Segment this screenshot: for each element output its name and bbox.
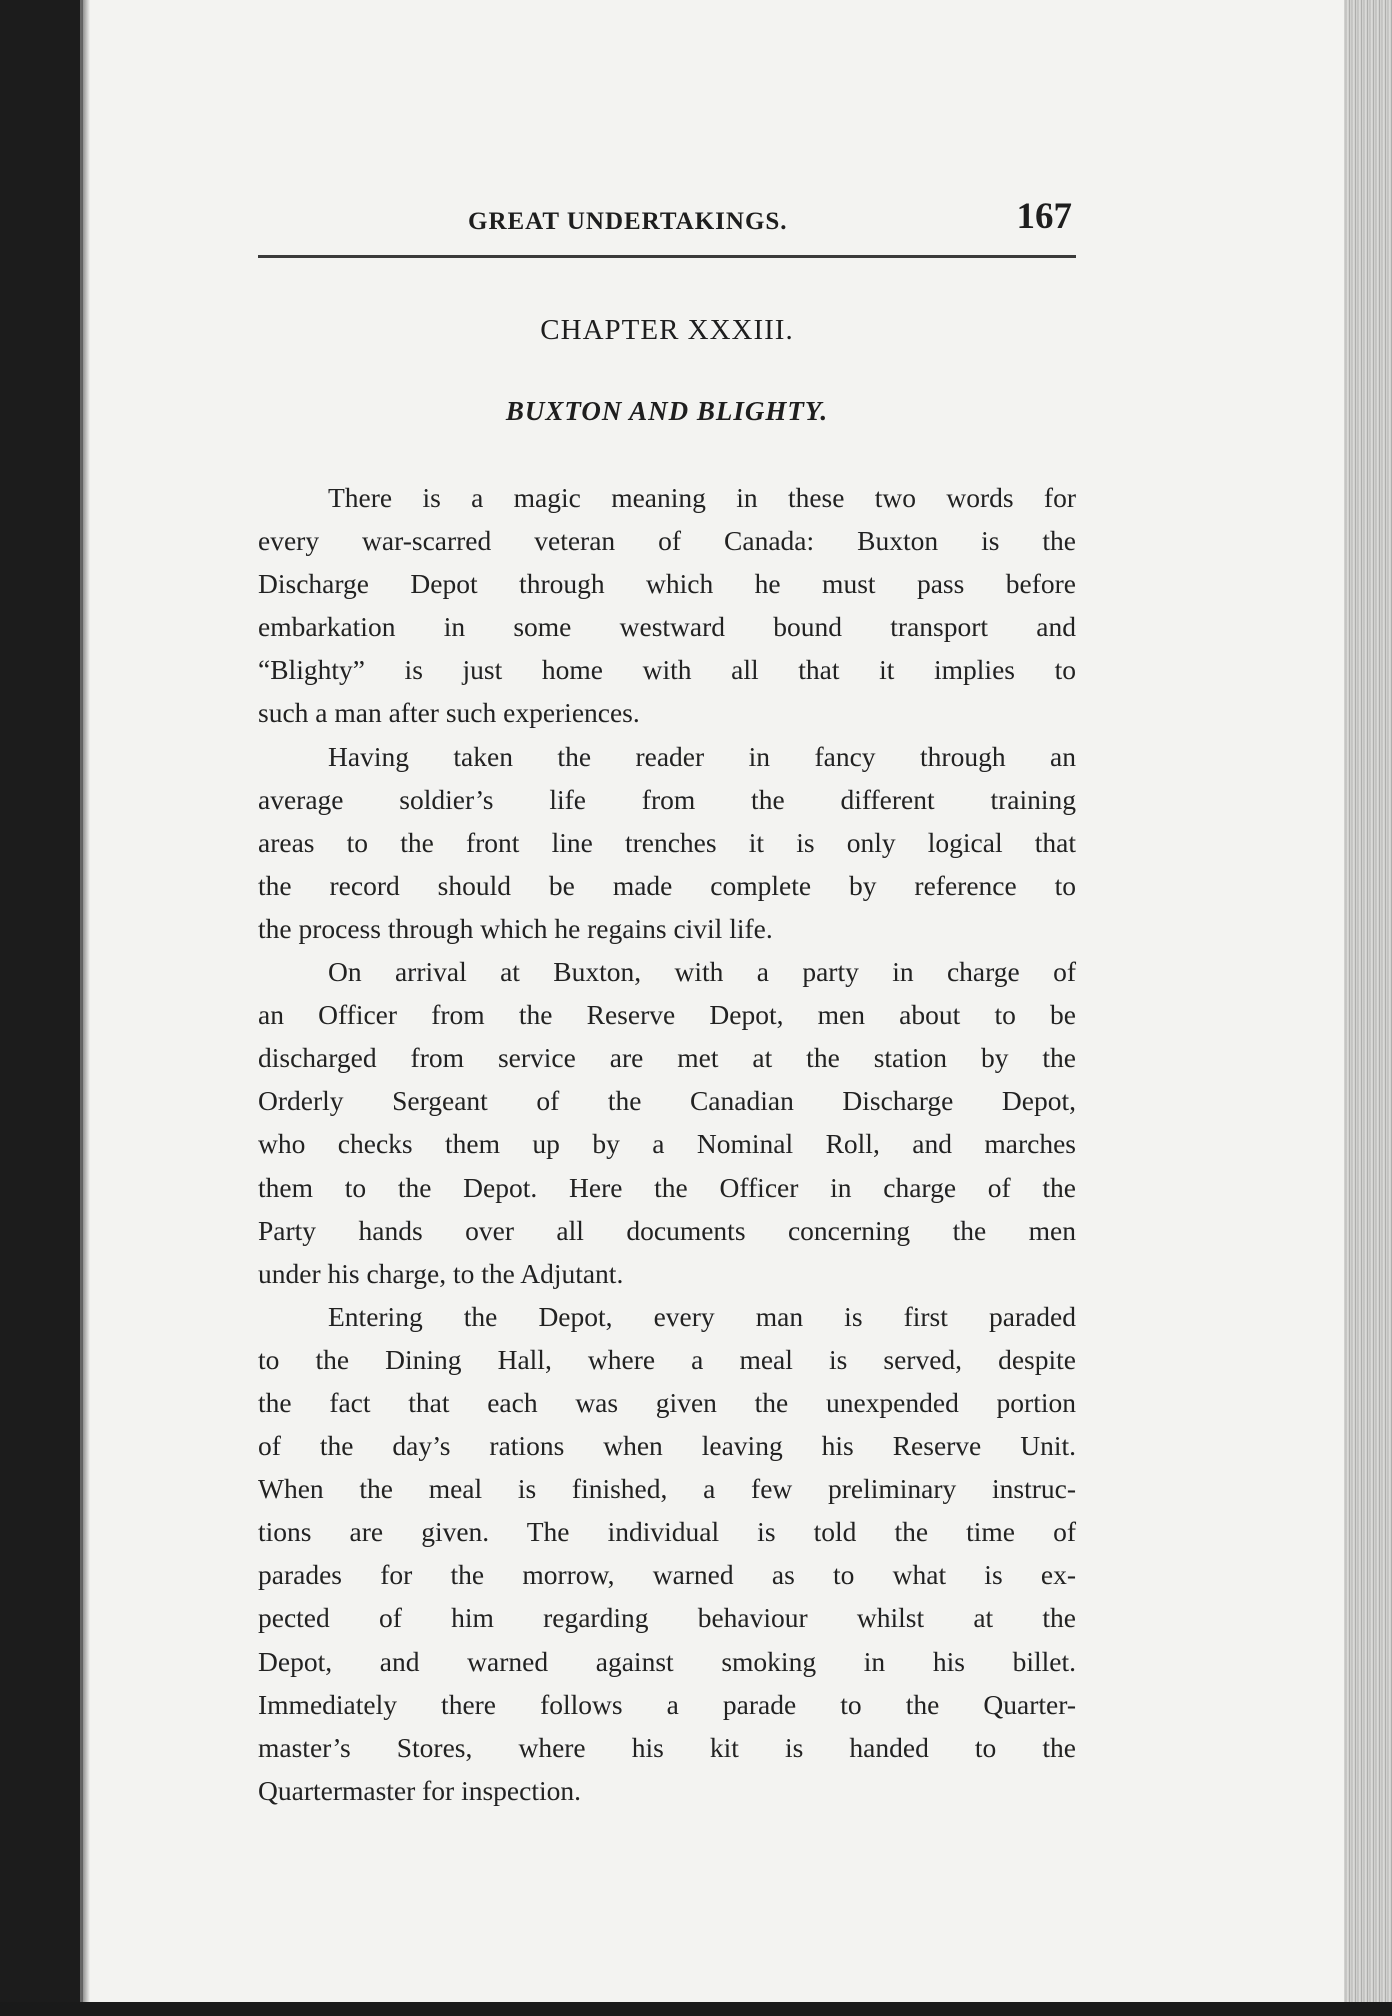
text-line: them to the Depot. Here the Officer in charge of the: [258, 1171, 1076, 1203]
text-line: average soldier’s life from the different training: [258, 783, 1076, 815]
text-line: On arrival at Buxton, with a party in charge of: [328, 956, 1076, 988]
body-text: [258, 476, 1076, 1812]
text-line: every war-scarred veteran of Canada: Buxton is the: [258, 525, 1076, 557]
text-line: Party hands over all documents concerning the men: [258, 1214, 1076, 1246]
text-line: Discharge Depot through which he must pass before: [258, 568, 1076, 600]
text-line: of the day’s rations when leaving his Reserve Unit.: [258, 1430, 1076, 1462]
text-line: embarkation in some westward bound transport and: [258, 611, 1076, 643]
text-line: Having taken the reader in fancy through an: [328, 740, 1076, 772]
text-line: an Officer from the Reserve Depot, men about to be: [258, 999, 1076, 1031]
text-line: master’s Stores, where his kit is handed to the: [258, 1731, 1076, 1763]
text-line: areas to the front line trenches it is only logical that: [258, 826, 1076, 858]
text-line: the record should be made complete by reference to: [258, 869, 1076, 901]
gutter-shadow: [80, 0, 90, 2002]
text-line: discharged from service are met at the station by the: [258, 1042, 1076, 1074]
text-line: pected of him regarding behaviour whilst at the: [258, 1602, 1076, 1634]
text-line: Entering the Depot, every man is first paraded: [328, 1300, 1076, 1332]
header-rule: [258, 255, 1076, 258]
text-line: the fact that each was given the unexpended portion: [258, 1386, 1076, 1418]
page-stack-edge: [1344, 0, 1392, 2016]
page-number: 167: [1016, 196, 1072, 237]
running-header: [258, 192, 1074, 242]
text-line: to the Dining Hall, where a meal is served, despite: [258, 1343, 1076, 1375]
text-line: such a man after such experiences.: [258, 697, 640, 729]
text-line: who checks them up by a Nominal Roll, and marches: [258, 1128, 1076, 1160]
text-line: Immediately there follows a parade to the Quarter-: [258, 1688, 1076, 1720]
text-line: Depot, and warned against smoking in his billet.: [258, 1645, 1076, 1677]
text-line: the process through which he regains civil life.: [258, 912, 773, 944]
text-line: There is a magic meaning in these two words for: [328, 482, 1076, 513]
text-line: tions are given. The individual is told the time of: [258, 1516, 1076, 1548]
chapter-title: BUXTON AND BLIGHTY.: [505, 396, 829, 426]
scan-bottom-border: [0, 2002, 1392, 2016]
text-line: parades for the morrow, warned as to what is ex-: [258, 1559, 1076, 1591]
running-title: GREAT UNDERTAKINGS.: [468, 208, 788, 235]
text-line: Quartermaster for inspection.: [258, 1774, 582, 1806]
text-line: Orderly Sergeant of the Canadian Discharge Depot,: [258, 1085, 1076, 1117]
text-line: When the meal is finished, a few preliminary instruc-: [258, 1473, 1076, 1505]
text-line: “Blighty” is just home with all that it implies to: [258, 654, 1076, 686]
chapter-number: CHAPTER XXXIII.: [540, 314, 794, 346]
text-line: under his charge, to the Adjutant.: [258, 1257, 624, 1289]
